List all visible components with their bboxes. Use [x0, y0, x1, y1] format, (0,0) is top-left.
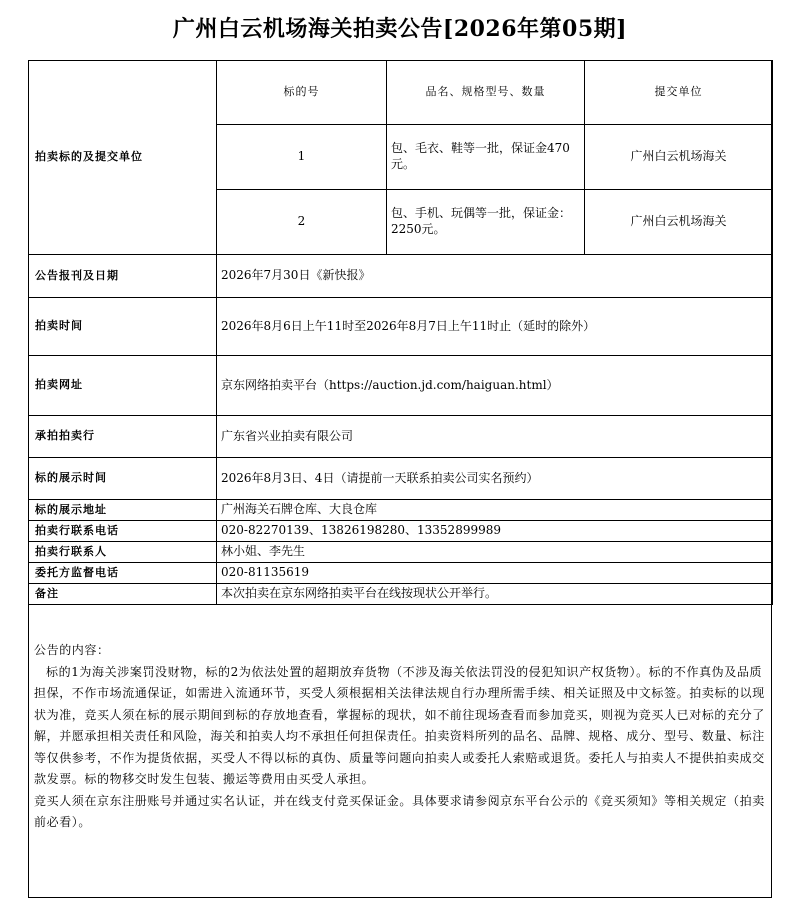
table-row — [29, 584, 773, 605]
header-item-desc: 品名、规格型号、数量 — [387, 61, 585, 125]
lots-section-label: 拍卖标的及提交单位 — [29, 61, 217, 255]
table-row — [29, 500, 773, 521]
lot-unit: 广州白云机场海关 — [585, 190, 773, 255]
row-label-auction-house: 承拍拍卖行 — [29, 416, 217, 458]
page-title: 广州白云机场海关拍卖公告[2026年第05期] — [172, 16, 628, 42]
lot-number: 2 — [217, 190, 387, 255]
table-row — [29, 521, 773, 542]
row-label-exhibit-address: 标的展示地址 — [29, 500, 217, 521]
row-value-exhibit-address: 广州海关石牌仓库、大良仓库 — [217, 500, 773, 521]
row-label-house-phone: 拍卖行联系电话 — [29, 521, 217, 542]
content-paragraph: 标的1为海关涉案罚没财物，标的2为依法处置的超期放弃货物（不涉及海关依法罚没的侵犯知识产权货物）。标的不作真伪及品质担保，不作市场流通保证，如需进入流通环节，买受人须根据相关法律法规自行办理所需手续、相关证照及中文标签。拍卖标的以现状为准，竞买人须在标的展示期间到标的存放地查看，掌握标的现状，如不前往现场查看而参加竞买，则视为竞买人已对标的充分了解，并愿承担相关责任和风险，海关和拍卖人均不承担任何担保责任。拍卖资料所列的品名、品牌、规格、成分、型号、数量、标注等仅供参考，不作为提货依据，买受人不得以标的真伪、质量等问题向拍卖人或委托人索赔或退货。委托人与拍卖人不提供拍卖成交款发票。标的物移交时发生包装、搬运等费用由买受人承担。 — [34, 664, 765, 786]
lot-description: 包、毛衣、鞋等一批，保证金470元。 — [387, 125, 585, 190]
row-value-supervision-phone: 020-81135619 — [217, 563, 773, 584]
row-value-auction-house: 广东省兴业拍卖有限公司 — [217, 416, 773, 458]
row-value-auction-url: 京东网络拍卖平台（https://auction.jd.com/haiguan.html） — [217, 356, 773, 416]
row-value-house-contact: 林小姐、李先生 — [217, 542, 773, 563]
row-label-supervision-phone: 委托方监督电话 — [29, 563, 217, 584]
header-submitting-unit: 提交单位 — [585, 61, 773, 125]
row-label-auction-url: 拍卖网址 — [29, 356, 217, 416]
row-label-publication: 公告报刊及日期 — [29, 255, 217, 298]
table-row — [29, 356, 773, 416]
table-row — [29, 458, 773, 500]
row-label-remarks: 备注 — [29, 584, 217, 605]
table-row — [29, 255, 773, 298]
table-row — [29, 416, 773, 458]
table-row — [29, 298, 773, 356]
lot-number: 1 — [217, 125, 387, 190]
table-row — [29, 542, 773, 563]
auction-table — [28, 60, 773, 605]
content-paragraph: 竞买人须在京东注册账号并通过实名认证，并在线支付竞买保证金。具体要求请参阅京东平台公示的《竞买须知》等相关规定（拍卖前必看）。 — [34, 793, 765, 829]
lot-unit: 广州白云机场海关 — [585, 125, 773, 190]
row-label-exhibit-time: 标的展示时间 — [29, 458, 217, 500]
row-value-house-phone: 020-82270139、13826198280、13352899989 — [217, 521, 773, 542]
table-header-row — [29, 61, 773, 125]
row-label-house-contact: 拍卖行联系人 — [29, 542, 217, 563]
table-row — [29, 563, 773, 584]
lot-description: 包、手机、玩偶等一批，保证金：2250元。 — [387, 190, 585, 255]
content-heading: 公告的内容： — [34, 643, 110, 657]
header-lot-no: 标的号 — [217, 61, 387, 125]
row-value-auction-time: 2026年8月6日上午11时至2026年8月7日上午11时止（延时的除外） — [217, 298, 773, 356]
row-label-auction-time: 拍卖时间 — [29, 298, 217, 356]
announcement-content — [34, 640, 768, 834]
row-value-publication: 2026年7月30日《新快报》 — [217, 255, 773, 298]
row-value-exhibit-time: 2026年8月3日、4日（请提前一天联系拍卖公司实名预约） — [217, 458, 773, 500]
row-value-remarks: 本次拍卖在京东网络拍卖平台在线按现状公开举行。 — [217, 584, 773, 605]
